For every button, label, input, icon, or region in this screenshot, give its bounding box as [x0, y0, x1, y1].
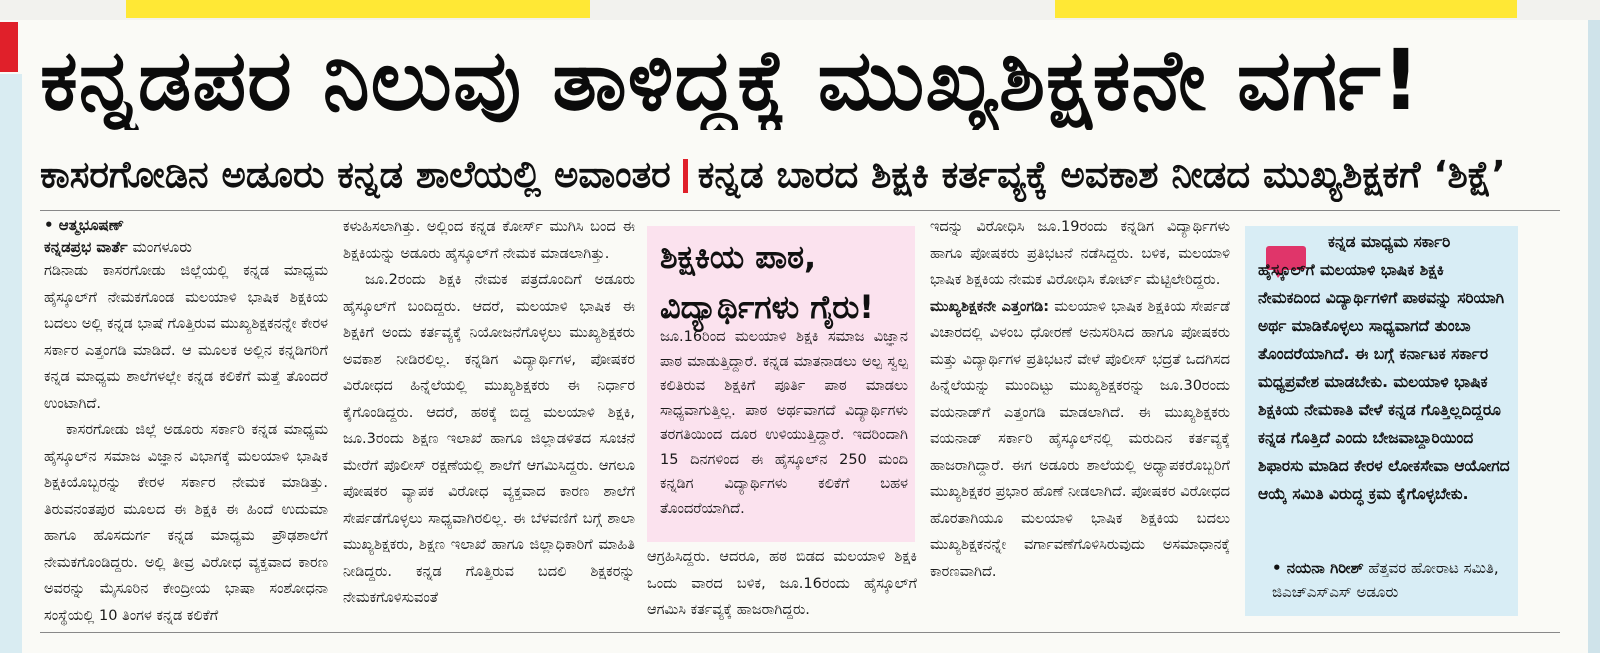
article-subhead: ಮುಖ್ಯಶಿಕ್ಷಕನೇ ಎತ್ತಂಗಡಿ: [930, 298, 1050, 315]
article-subhead-text: ಮಲಯಾಳಿ ಭಾಷಿಕ ಶಿಕ್ಷಕಿಯ ಸೇರ್ಪಡೆ ವಿಚಾರದಲ್ಲಿ ವಿಳಂಬ ಧೋರಣೆ ಅನುಸರಿಸಿದ ಹಾಗೂ ಪೋಷಕರು ಮತ್ತು ವಿದ್ಯಾರ್ಥಿಗಳ ಪ್ರತಿಭಟನೆ ವೇಳೆ ಪೊಲೀಸ್ ಭದ್ರತೆ ಒದಗಿಸದ ಹಿನ್ನೆಲೆಯನ್ನು ಮುಂದಿಟ್ಟು ಮುಖ್ಯಶಿಕ್ಷಕರನ್ನು ಜೂ.30ರಂದು ವಯನಾಡ್‌ಗೆ ಎತ್ತಂಗಡಿ ಮಾಡಲಾಗಿದೆ. ಈ ಮುಖ್ಯಶಿಕ್ಷಕರು ವಯನಾಡ್ ಸರ್ಕಾರಿ ಹೈಸ್ಕೂಲ್‌ನಲ್ಲಿ ಮರುದಿನ ಕರ್ತವ್ಯಕ್ಕೆ ಹಾಜರಾಗಿದ್ದಾರೆ. ಈಗ ಅಡೂರು ಶಾಲೆಯಲ್ಲಿ ಅಧ್ಯಾಪಕರೊಬ್ಬರಿಗೆ ಮುಖ್ಯಶಿಕ್ಷಕರ ಪ್ರಭಾರ ಹೊಣೆ ನೀಡಲಾಗಿದೆ. ಪೋಷಕರ ವಿರೋಧದ ಹೊರತಾಗಿಯೂ ಮಲಯಾಳಿ ಭಾಷಿಕ ಶಿಕ್ಷಕಿಯ ಬದಲು ಮುಖ್ಯಶಿಕ್ಷಕನನ್ನೇ ವರ್ಗಾವಣೆಗೊಳಿಸಿರುವುದು ಅಸಮಾಧಾನಕ್ಕೆ ಕಾರಣವಾಗಿದೆ. [930, 298, 1230, 580]
quote-text: ಕನ್ನಡ ಮಾಧ್ಯಮ ಸರ್ಕಾರಿ ಹೈಸ್ಕೂಲ್‌ಗೆ ಮಲಯಾಳಿ ಭಾಷಿಕ ಶಿಕ್ಷಕಿ ನೇಮಕದಿಂದ ವಿದ್ಯಾರ್ಥಿಗಳಿಗೆ ಪಾಠವನ್ನು ಸರಿಯಾಗಿ ಅರ್ಥ ಮಾಡಿಕೊಳ್ಳಲು ಸಾಧ್ಯವಾಗದೆ ತುಂಬಾ ತೊಂದರೆಯಾಗಿದೆ. ಈ ಬಗ್ಗೆ ಕರ್ನಾಟಕ ಸರ್ಕಾರ ಮಧ್ಯಪ್ರವೇಶ ಮಾಡಬೇಕು. ಮಲಯಾಳಿ ಭಾಷಿಕ ಶಿಕ್ಷಕಿಯ ನೇಮಕಾತಿ ವೇಳೆ ಕನ್ನಡ ಗೊತ್ತಿಲ್ಲದಿದ್ದರೂ ಕನ್ನಡ ಗೊತ್ತಿದೆ ಎಂದು ಬೇಜವಾಬ್ದಾರಿಯಿಂದ ಶಿಫಾರಸು ಮಾಡಿದ ಕೇರಳ ಲೋಕಸೇವಾ ಆಯೋಗದ ಆಯ್ಕೆ ಸಮಿತಿ ವಿರುದ್ಧ ಕ್ರಮ ಕೈಗೊಳ್ಳಬೇಕು. [1258, 233, 1510, 503]
subheadline [40, 148, 1570, 202]
subheadline-right: ಕನ್ನಡ ಬಾರದ ಶಿಕ್ಷಕಿ ಕರ್ತವ್ಯಕ್ಕೆ ಅವಕಾಶ ನೀಡದ ಮುಖ್ಯಶಿಕ್ಷಕಗೆ ‘ಶಿಕ್ಷೆ’ [697, 153, 1506, 196]
article-column-2 [343, 214, 635, 630]
subheadline-left: ಕಾಸರಗೋಡಿನ ಅಡೂರು ಕನ್ನಡ ಶಾಲೆಯಲ್ಲಿ ಅವಾಂತರ [40, 153, 671, 196]
article-paragraph: ಗಡಿನಾಡು ಕಾಸರಗೋಡು ಜಿಲ್ಲೆಯಲ್ಲಿ ಕನ್ನಡ ಮಾಧ್ಯಮ ಹೈಸ್ಕೂಲ್‌ಗೆ ನೇಮಕಗೊಂಡ ಮಲಯಾಳಿ ಭಾಷಿಕ ಶಿಕ್ಷಕಿಯ ಬದಲು ಅಲ್ಲಿ ಕನ್ನಡ ಭಾಷೆ ಗೊತ್ತಿರುವ ಮುಖ್ಯಶಿಕ್ಷಕನನ್ನೇ ಕೇರಳ ಸರ್ಕಾರ ಎತ್ತಂಗಡಿ ಮಾಡಿದೆ. ಆ ಮೂಲಕ ಅಲ್ಲಿನ ಕನ್ನಡಿಗರಿಗೆ ಕನ್ನಡ ಮಾಧ್ಯಮ ಶಾಲೆಗಳಲ್ಲೇ ಕನ್ನಡ ಕಲಿಕೆಗೆ ಮತ್ತೆ ತೊಂದರೆ ಉಂಟಾಗಿದೆ. [44, 263, 328, 412]
article-column-4 [930, 214, 1230, 630]
byline-source-name: ಕನ್ನಡಪ್ರಭ ವಾರ್ತೆ [44, 238, 128, 256]
article-paragraph: ಆಗ್ರಹಿಸಿದ್ದರು. ಆದರೂ, ಹಠ ಬಿಡದ ಮಲಯಾಳಿ ಶಿಕ್ಷಕಿ ಒಂದು ವಾರದ ಬಳಿಕ, ಜೂ.16ರಂದು ಹೈಸ್ಕೂಲ್‌ಗೆ ಆಗಮಿಸಿ ಕರ್ತವ್ಯಕ್ಕೆ ಹಾಜರಾಗಿದ್ದರು. [647, 549, 917, 618]
quote-byline [1272, 556, 1508, 604]
byline-source [44, 236, 328, 258]
left-edge-strip [0, 74, 22, 653]
boxout-heading [660, 232, 910, 332]
byline-author: • ಆತ್ಮಭೂಷಣ್ [44, 216, 124, 234]
article-paragraph: ಕಳುಹಿಸಲಾಗಿತ್ತು. ಅಲ್ಲಿಂದ ಕನ್ನಡ ಕೋರ್ಸ್ ಮುಗಿಸಿ ಬಂದ ಈ ಶಿಕ್ಷಕಿಯನ್ನು ಅಡೂರು ಹೈಸ್ಕೂಲ್‌ಗೆ ನೇಮಕ ಮಾಡಲಾಗಿತ್ತು. [343, 219, 635, 262]
quote-author: • ನಯನಾ ಗಿರೀಶ್ [1272, 559, 1364, 577]
quote-role: ಹೆತ್ತವರ ಹೋರಾಟ ಸಮಿತಿ, ಜಿಎಚ್‌ಎಸ್‌ಎಸ್ ಅಡೂರು [1272, 559, 1499, 601]
boxout-heading-line-1: ಶಿಕ್ಷಕಿಯ ಪಾಠ, [660, 238, 817, 276]
byline-place: ಮಂಗಳೂರು [132, 238, 192, 256]
article-column-3 [647, 544, 917, 628]
headline: ಕನ್ನಡಪರ ನಿಲುವು ತಾಳಿದ್ದಕ್ಕೆ ಮುಖ್ಯಶಿಕ್ಷಕನೇ ವರ್ಗ! [40, 31, 1422, 129]
right-edge-strip [1588, 20, 1600, 653]
article-column-1 [44, 214, 328, 630]
article-paragraph: ಇದನ್ನು ವಿರೋಧಿಸಿ ಜೂ.19ರಂದು ಕನ್ನಡಿಗ ವಿದ್ಯಾರ್ಥಿಗಳು ಹಾಗೂ ಪೋಷಕರು ಪ್ರತಿಭಟನೆ ನಡೆಸಿದ್ದರು. ಬಳಿಕ, ಮಲಯಾಳಿ ಭಾಷಿಕ ಶಿಕ್ಷಕಿಯ ನೇಮಕ ವಿರೋಧಿಸಿ ಕೋರ್ಟ್ ಮೆಟ್ಟಿಲೇರಿದ್ದರು. [930, 219, 1230, 288]
rule-top [40, 210, 1560, 211]
yellow-highlight-bar-left [126, 0, 590, 18]
red-edge-marker [0, 22, 18, 72]
rule-bottom [40, 632, 1560, 633]
article-paragraph: ಕಾಸರಗೋಡು ಜಿಲ್ಲೆ ಅಡೂರು ಸರ್ಕಾರಿ ಕನ್ನಡ ಮಾಧ್ಯಮ ಹೈಸ್ಕೂಲ್‌ನ ಸಮಾಜ ವಿಜ್ಞಾನ ವಿಭಾಗಕ್ಕೆ ಮಲಯಾಳಿ ಭಾಷಿಕ ಶಿಕ್ಷಕಿಯೊಬ್ಬರನ್ನು ಕೇರಳ ಸರ್ಕಾರ ನೇಮಕ ಮಾಡಿತ್ತು. ತಿರುವನಂತಪುರ ಮೂಲದ ಈ ಶಿಕ್ಷಕಿ ಈ ಹಿಂದೆ ಉದುಮಾ ಹಾಗೂ ಹೊಸದುರ್ಗ ಕನ್ನಡ ಮಾಧ್ಯಮ ಪ್ರೌಢಶಾಲೆಗೆ ನೇಮಕಗೊಂಡಿದ್ದರು. ಅಲ್ಲಿ ತೀವ್ರ ವಿರೋಧ ವ್ಯಕ್ತವಾದ ಕಾರಣ ಅವರನ್ನು ಮೈಸೂರಿನ ಕೇಂದ್ರೀಯ ಭಾಷಾ ಸಂಶೋಧನಾ ಸಂಸ್ಥೆಯಲ್ಲಿ 10 ತಿಂಗಳ ಕನ್ನಡ ಕಲಿಕೆಗೆ [44, 422, 328, 624]
boxout-heading-line-2: ವಿದ್ಯಾರ್ಥಿಗಳು ಗೈರು! [660, 288, 874, 326]
article-paragraph [930, 294, 1230, 586]
subheadline-separator [683, 159, 688, 193]
article-paragraph: ಜೂ.2ರಂದು ಶಿಕ್ಷಕಿ ನೇಮಕ ಪತ್ರದೊಂದಿಗೆ ಅಡೂರು ಹೈಸ್ಕೂಲ್‌ಗೆ ಬಂದಿದ್ದರು. ಆದರೆ, ಮಲಯಾಳಿ ಭಾಷಿಕ ಈ ಶಿಕ್ಷಕಿಗೆ ಅಂದು ಕರ್ತವ್ಯಕ್ಕೆ ನಿಯೋಜನೆಗೊಳ್ಳಲು ಮುಖ್ಯಶಿಕ್ಷಕರು ಅವಕಾಶ ನೀಡಿರಲಿಲ್ಲ. ಕನ್ನಡಿಗ ವಿದ್ಯಾರ್ಥಿಗಳ, ಪೋಷಕರ ವಿರೋಧದ ಹಿನ್ನೆಲೆಯಲ್ಲಿ ಮುಖ್ಯಶಿಕ್ಷಕರು ಈ ನಿರ್ಧಾರ ಕೈಗೊಂಡಿದ್ದರು. ಆದರೆ, ಹಠಕ್ಕೆ ಬಿದ್ದ ಮಲಯಾಳಿ ಶಿಕ್ಷಕಿ, ಜೂ.3ರಂದು ಶಿಕ್ಷಣ ಇಲಾಖೆ ಹಾಗೂ ಜಿಲ್ಲಾಡಳಿತದ ಸೂಚನೆ ಮೇರೆಗೆ ಪೊಲೀಸ್ ರಕ್ಷಣೆಯಲ್ಲಿ ಶಾಲೆಗೆ ಆಗಮಿಸಿದ್ದರು. ಆಗಲೂ ಪೋಷಕರ ವ್ಯಾಪಕ ವಿರೋಧ ವ್ಯಕ್ತವಾದ ಕಾರಣ ಶಾಲೆಗೆ ಸೇರ್ಪಡೆಗೊಳ್ಳಲು ಸಾಧ್ಯವಾಗಿರಲಿಲ್ಲ. ಈ ಬೆಳವಣಿಗೆ ಬಗ್ಗೆ ಶಾಲಾ ಮುಖ್ಯಶಿಕ್ಷಕರು, ಶಿಕ್ಷಣ ಇಲಾಖೆ ಹಾಗೂ ಜಿಲ್ಲಾಧಿಕಾರಿಗೆ ಮಾಹಿತಿ ನೀಡಿದ್ದರು. ಕನ್ನಡ ಗೊತ್ತಿರುವ ಬದಲಿ ಶಿಕ್ಷಕರನ್ನು ನೇಮಕಗೊಳಿಸುವಂತೆ [343, 272, 635, 606]
boxout-text: ಜೂ.16ರಿಂದ ಮಲಯಾಳಿ ಶಿಕ್ಷಕಿ ಸಮಾಜ ವಿಜ್ಞಾನ ಪಾಠ ಮಾಡುತ್ತಿದ್ದಾರೆ. ಕನ್ನಡ ಮಾತನಾಡಲು ಅಲ್ಪ ಸ್ವಲ್ಪ ಕಲಿತಿರುವ ಶಿಕ್ಷಕಿಗೆ ಪೂರ್ತಿ ಪಾಠ ಮಾಡಲು ಸಾಧ್ಯವಾಗುತ್ತಿಲ್ಲ. ಪಾಠ ಅರ್ಥವಾಗದೆ ವಿದ್ಯಾರ್ಥಿಗಳು ತರಗತಿಯಿಂದ ದೂರ ಉಳಿಯುತ್ತಿದ್ದಾರೆ. ಇದರಿಂದಾಗಿ 15 ದಿನಗಳಿಂದ ಈ ಹೈಸ್ಕೂಲ್‌ನ 250 ಮಂದಿ ಕನ್ನಡಿಗ ವಿದ್ಯಾರ್ಥಿಗಳು ಕಲಿಕೆಗೆ ಬಹಳ ತೊಂದರೆಯಾಗಿದೆ. [660, 329, 908, 517]
yellow-highlight-bar-right [1055, 0, 1517, 18]
